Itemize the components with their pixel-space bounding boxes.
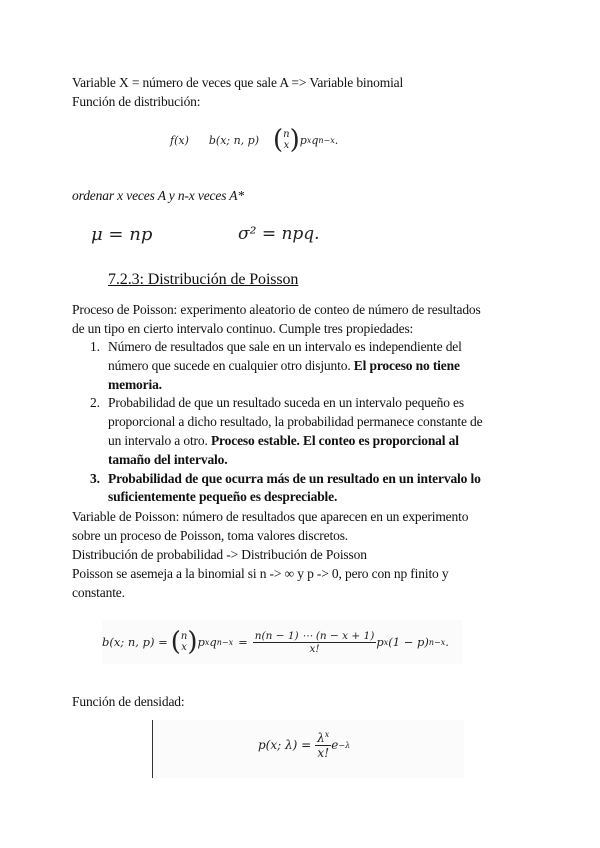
property-2-line-3 [108, 432, 532, 451]
poisson-lambda: λ [317, 731, 325, 745]
poisson-variable-line-1: Variable de Poisson: número de resultados que aparecen en un experimento [72, 509, 469, 524]
poisson-denominator: x! [317, 746, 330, 760]
property-1-text: número que sucede en cualquier otro disjunto. [108, 357, 354, 373]
section-heading: 7.2.3: Distribución de Poisson [108, 271, 299, 288]
poisson-e: e [331, 738, 339, 752]
poisson-num-exp: x [324, 730, 330, 739]
property-2-bold-end: tamaño del intervalo. [108, 451, 228, 467]
binom-top: n [283, 129, 290, 140]
limit-tail-rest: (1 − p) [388, 635, 429, 649]
binom-bottom: x [283, 140, 290, 151]
list-number: 3. [90, 470, 100, 486]
property-2-text: un intervalo a otro. [108, 432, 211, 448]
variance-formula: σ² = npq. [238, 224, 320, 244]
limit-fraction [253, 630, 377, 655]
limit-q: q [209, 635, 217, 649]
limit-exp-nx: n−x [216, 637, 234, 647]
property-2-line-2: proporcional a dicho resultado, la probabilidad permanece constante de [108, 414, 483, 430]
list-number: 1. [90, 339, 100, 354]
formula-mid: b(x; n, p) [208, 133, 260, 147]
poisson-variable-line-2: sobre un proceso de Poisson, toma valores discretos. [72, 528, 349, 543]
limit-denominator: x! [309, 642, 320, 655]
formula-lhs: f(x) [170, 133, 189, 147]
limit-lhs: b(x; n, p) = [102, 635, 168, 649]
italic-note: ordenar x veces A y n-x veces A* [72, 188, 244, 203]
poisson-numerator [315, 730, 331, 746]
property-2-line-4 [108, 451, 532, 470]
poisson-fraction [315, 730, 331, 760]
density-label: Función de densidad: [72, 694, 185, 709]
limit-equals: = [238, 635, 248, 649]
poisson-lhs: p(x; λ) = [258, 738, 312, 752]
properties-list [72, 338, 532, 507]
formula-p: p [299, 133, 307, 147]
list-item [72, 470, 532, 508]
formula-end: . [334, 133, 339, 147]
formula-exp-x: x [306, 135, 312, 145]
property-2-bold: Proceso estable. El conteo es proporcional al [210, 432, 459, 448]
binom-top: n [180, 631, 188, 642]
list-item [72, 394, 532, 469]
limit-end: . [445, 635, 449, 649]
poisson-process-line-2: de un tipo en cierto intervalo continuo. Cumple tres propiedades: [72, 321, 414, 336]
binom-bottom: x [181, 642, 187, 653]
formula-left-border [152, 720, 153, 778]
density-formula-box [152, 720, 464, 778]
limit-numerator: n(n − 1) ⋯ (n − x + 1) [254, 629, 375, 642]
formula-q: q [311, 133, 319, 147]
poisson-variable-line-4: Poisson se asemeja a la binomial si n -> ∞ y p -> 0, pero con np finito y [72, 566, 449, 581]
binomial-formula [170, 124, 338, 156]
property-2-line-1: Probabilidad de que un resultado suceda en un intervalo pequeño es [108, 395, 464, 411]
list-number: 2. [90, 395, 100, 411]
binomial-limit-formula [102, 620, 462, 664]
property-1-bold: El proceso no tiene [353, 357, 460, 373]
formula-exp-nx: n−x [318, 135, 335, 145]
list-item [72, 338, 532, 394]
limit-tail-exp-x: x [383, 637, 389, 647]
property-3-line-2: suficientemente pequeño es despreciable. [108, 489, 338, 505]
poisson-formula [258, 730, 350, 760]
mean-formula: μ = np [91, 224, 153, 245]
binomial-coefficient: ( n x ) [273, 125, 300, 155]
poisson-variable-line-3: Distribución de probabilidad -> Distribución de Poisson [72, 547, 367, 562]
intro-line-1: Variable X = número de veces que sale A => Variable binomial [72, 75, 404, 90]
property-1-line-2 [108, 357, 532, 376]
property-1-bold-end: memoria. [108, 376, 162, 392]
property-3-line-1: Probabilidad de que ocurra más de un resultado en un intervalo lo [108, 470, 481, 486]
property-1-line-3 [108, 376, 532, 395]
property-1-line-1: Número de resultados que sale en un intervalo es independiente del [108, 339, 462, 354]
poisson-e-exp: −λ [338, 740, 351, 750]
poisson-variable-line-5: constante. [72, 585, 125, 600]
limit-exp-x: x [204, 637, 210, 647]
poisson-process-line-1: Proceso de Poisson: experimento aleatorio de conteo de número de resultados [72, 302, 481, 317]
limit-tail-exp: n−x [428, 637, 446, 647]
limit-tail-p: p [376, 635, 384, 649]
intro-line-2: Función de distribución: [72, 94, 201, 109]
limit-p: p [197, 635, 205, 649]
binomial-coefficient: ( n x ) [170, 627, 198, 657]
